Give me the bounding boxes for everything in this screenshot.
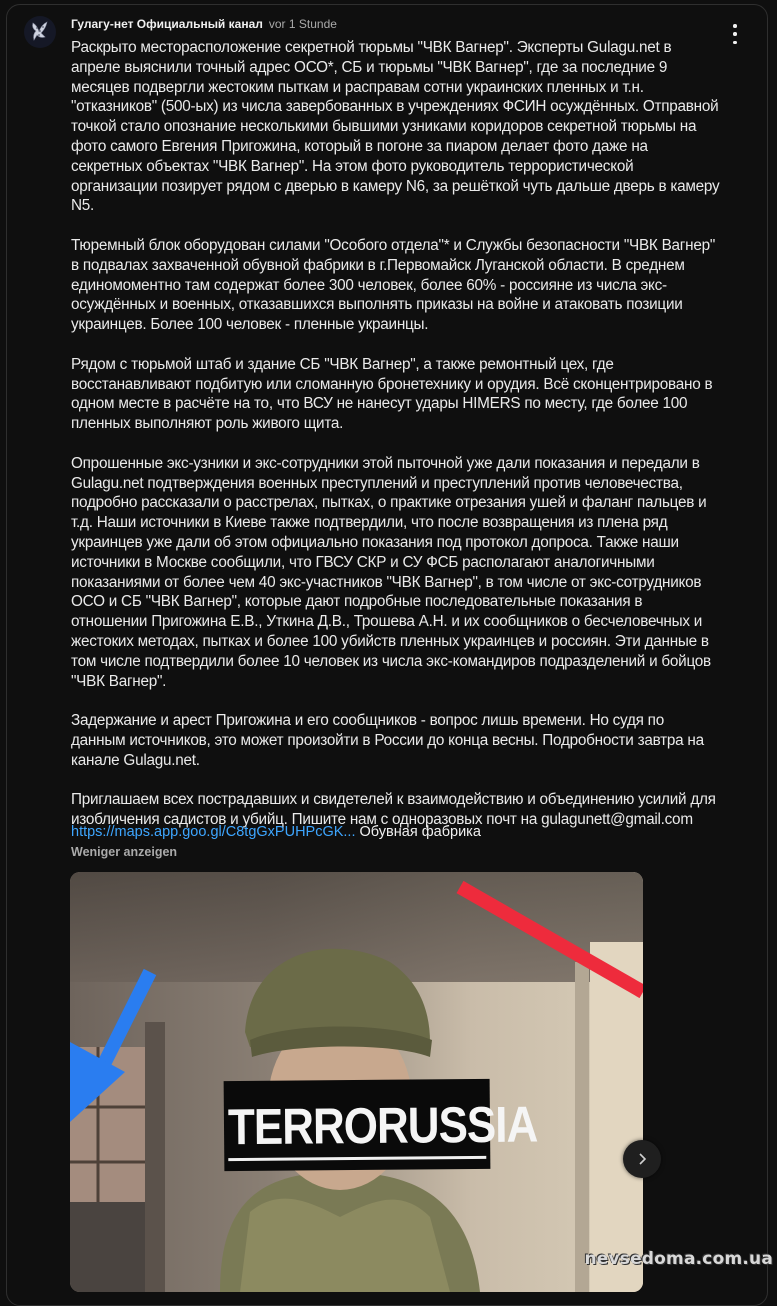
- link-description: Обувная фабрика: [359, 824, 481, 840]
- menu-dot: [733, 32, 737, 36]
- show-less-button[interactable]: Weniger anzeigen: [71, 845, 178, 859]
- post-paragraph: Приглашаем всех пострадавших и свидетелей к взаимодействию и объединению усилий для изобличения садистов и убийц. Пишите нам с одноразовых почт на gulagunett@gmail.com: [71, 791, 716, 829]
- menu-dot: [733, 41, 737, 45]
- chevron-right-icon: [636, 1152, 648, 1166]
- post-paragraph: Задержание и арест Пригожина и его сообщников - вопрос лишь времени. Но судя по данным источников, это может произойти в России до конца весны. Подробности завтра на канале Gulagu.net.: [71, 712, 704, 769]
- dove-icon: [27, 19, 53, 45]
- watermark: nevsedoma.com.ua: [584, 1249, 773, 1269]
- channel-avatar[interactable]: [24, 16, 56, 48]
- post-paragraph: Опрошенные экс-узники и экс-сотрудники этой пыточной уже дали показания и передали в Gulagu.net подтверждения военных преступлений и преступлений против человечества, подробно рассказали о расстрелах, пытках, о практике отрезания ушей и фаланг пальцев и т.д. Наши источники в Киеве также подтвердили, что после возвращения из плена ряд украинцев уже дали об этом официально показания под протокол допроса. Также наши источники в Москве сообщили, что ГВСУ СКР и СУ ФСБ располагают аналогичными показаниями от более чем 40 экс-участников "ЧВК Вагнер", в том числе от экс-сотрудников ОСО и СБ "ЧВК Вагнер", которые дают подробные последовательные показания в отношении Пригожина Е.В., Уткина Д.В., Трошева А.Н. и их сообщников о бесчеловечных и жестоких методах, пытках и более 100 убийств пленных украинцев и россиян. Эти данные в том числе подтвердили более 10 человек из числа экс-командиров подразделений и бойцов "ЧВК Вагнер".: [71, 454, 711, 690]
- channel-name[interactable]: Гулагу-нет Официальный канал: [71, 17, 263, 31]
- post-body: [71, 38, 721, 850]
- more-vertical-icon: [733, 24, 737, 28]
- post-header: [71, 16, 337, 32]
- post-image[interactable]: [70, 872, 643, 1292]
- next-image-button[interactable]: [623, 1140, 661, 1178]
- post-paragraph: Рядом с тюрьмой штаб и здание СБ "ЧВК Вагнер", а также ремонтный цех, где восстанавливают подбитую или сломанную бронетехнику и орудия. Всё сконцентрировано в одном месте в расчёте на то, что ВСУ не нанесут удары HIMERS по месту, где более 100 пленных выполняют роль живого щита.: [71, 355, 713, 433]
- post-paragraph: Тюремный блок оборудован силами "Особого отдела"* и Службы безопасности "ЧВК Вагнер" в подвалах захваченной обувной фабрики в г.Первомайск Луганской области. В среднем единомоментно там содержат более 300 человек, более 60% - россияне из числа экс-осуждённых и военных, отказавшихся выполнять приказы на войне и атаковать позиции украинцев. Более 100 человек - пленные украинцы.: [71, 236, 716, 334]
- overlay-underline: [228, 1156, 486, 1161]
- post-paragraph: Раскрыто месторасположение секретной тюрьмы "ЧВК Вагнер". Эксперты Gulagu.net в апреле выяснили точный адрес ОСО*, СБ и тюрьмы "ЧВК Вагнер", где за последние 9 месяцев подвергли жестоким пыткам и расправам сотни украинских пленных и т.н. "отказников" (500-ых) из числа завербованных в учреждениях ФСИН осуждённых. Отправной точкой стало опознание несколькими бывшими узниками коридоров секретной тюрьмы на фото самого Евгения Пригожина, который в погоне за пиаром делает фото даже на секретных объектах "ЧВК Вагнер". На этом фото руководитель террористической организации позирует рядом с дверью в камеру N6, за решёткой чуть дальше дверь в камеру N5.: [71, 39, 720, 215]
- post-time[interactable]: vor 1 Stunde: [268, 17, 337, 31]
- post-menu-button[interactable]: [728, 24, 742, 44]
- terrorussia-overlay: [224, 1079, 538, 1171]
- post-link-line: [71, 824, 481, 840]
- overlay-text: TERRORUSSIA: [227, 1096, 538, 1156]
- maps-link[interactable]: https://maps.app.goo.gl/C8tgGxPUHPcGK...: [71, 824, 356, 840]
